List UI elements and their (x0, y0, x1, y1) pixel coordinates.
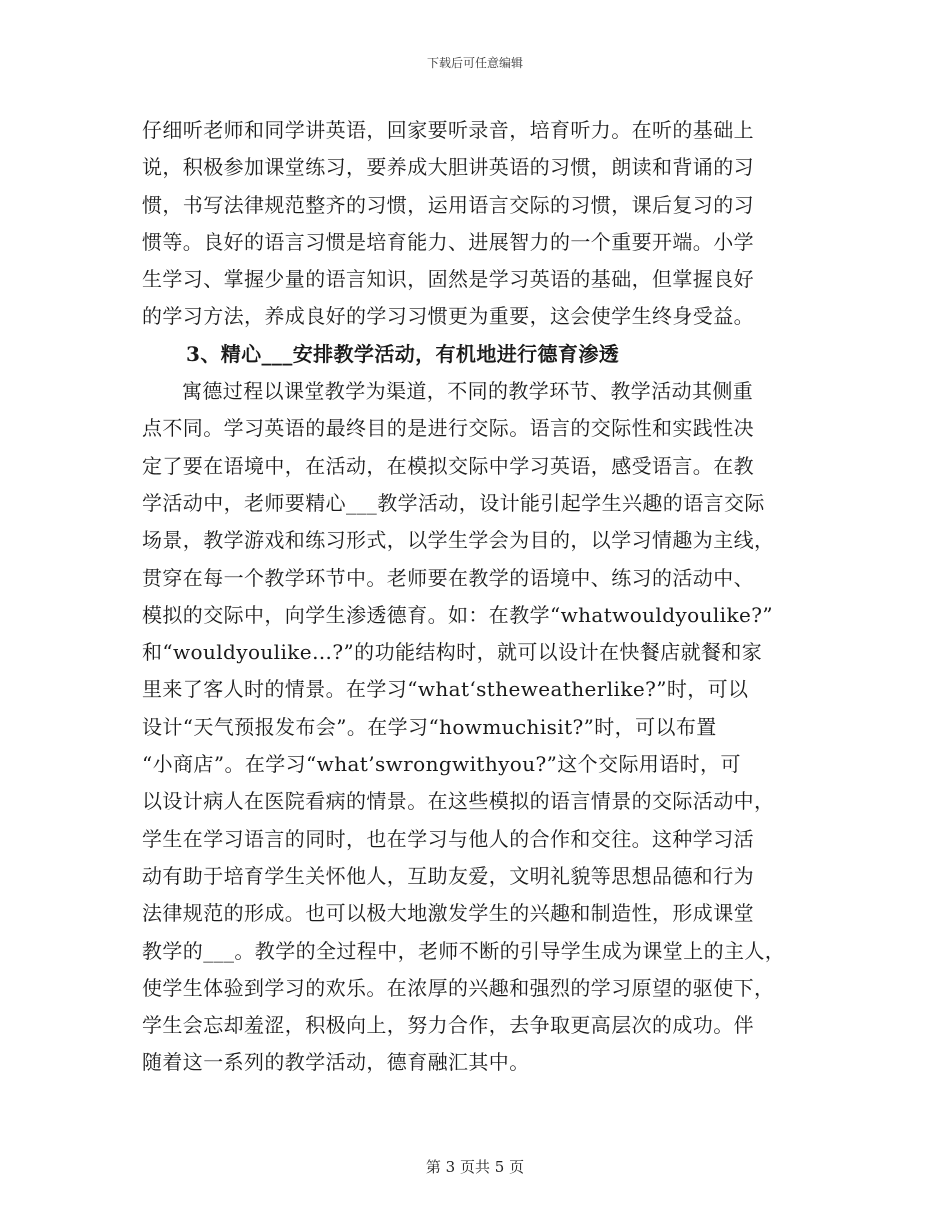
text-line: 寓德过程以课堂教学为渠道，不同的教学环节、教学活动其侧重 (182, 379, 754, 404)
text-line: “小商店”。在学习“what’swrongwithyou?”这个交际用语时，可 (142, 752, 741, 777)
text-line: 里来了客人时的情景。在学习“what‘stheweatherlike?”时，可以 (142, 677, 749, 702)
section-heading: 3、精心___安排教学活动，有机地进行德育渗透 (186, 341, 620, 366)
text-line: 说，积极参加课堂练习，要养成大胆讲英语的习惯，朗读和背诵的习 (142, 155, 754, 180)
text-line: 教学的___。教学的全过程中，老师不断的引导学生成为课堂上的主人， (142, 938, 786, 963)
text-line: 设计“天气预报发布会”。在学习“howmuchisit?”时，可以布置 (142, 714, 717, 739)
text-line: 生学习、掌握少量的语言知识，固然是学习英语的基础，但掌握良好 (142, 267, 754, 292)
text-line: 仔细听老师和同学讲英语，回家要听录音，培育听力。在听的基础上 (142, 118, 754, 142)
text-line: 惯等。良好的语言习惯是培育能力、进展智力的一个重要开端。小学 (142, 229, 754, 254)
text-line: 惯，书写法律规范整齐的习惯，运用语言交际的习惯，课后复习的习 (142, 192, 754, 217)
page-number: 第 3 页共 5 页 (425, 1158, 525, 1176)
text-line: 学生在学习语言的同时，也在学习与他人的合作和交往。这种学习活 (142, 826, 754, 851)
text-line: 法律规范的形成。也可以极大地激发学生的兴趣和制造性，形成课堂 (142, 901, 754, 926)
text-line: 动有助于培育学生关怀他人，互助友爱，文明礼貌等思想品德和行为 (142, 863, 754, 888)
text-line: 定了要在语境中，在活动，在模拟交际中学习英语，感受语言。在教 (142, 453, 754, 478)
text-line: 点不同。学习英语的最终目的是进行交际。语言的交际性和实践性决 (142, 416, 754, 441)
text-line: 的学习方法，养成良好的学习习惯更为重要，这会使学生终身受益。 (142, 304, 754, 329)
text-line: 以设计病人在医院看病的情景。在这些模拟的语言情景的交际活动中， (142, 789, 775, 814)
text-line: 学活动中，老师要精心___教学活动，设计能引起学生兴趣的语言交际 (142, 490, 765, 515)
text-line: 贯穿在每一个教学环节中。老师要在教学的语境中、练习的活动中、 (142, 565, 754, 590)
text-line: 使学生体验到学习的欢乐。在浓厚的兴趣和强烈的学习原望的驱使下， (142, 975, 775, 1000)
text-line: 学生会忘却羞涩，积极向上，努力合作，去争取更高层次的成功。伴 (142, 1013, 754, 1038)
text-line: 模拟的交际中，向学生渗透德育。如：在教学“whatwouldyoulike?” (142, 602, 773, 627)
page-header: 下载后可任意编辑 (426, 56, 523, 70)
text-line: 场景，教学游戏和练习形式，以学生学会为目的，以学习情趣为主线， (142, 528, 775, 553)
text-line: 和“wouldyoulike…?”的功能结构时，就可以设计在快餐店就餐和家 (142, 640, 763, 665)
document-body (142, 112, 818, 1082)
text-line: 随着这一系列的教学活动，德育融汇其中。 (142, 1050, 530, 1075)
